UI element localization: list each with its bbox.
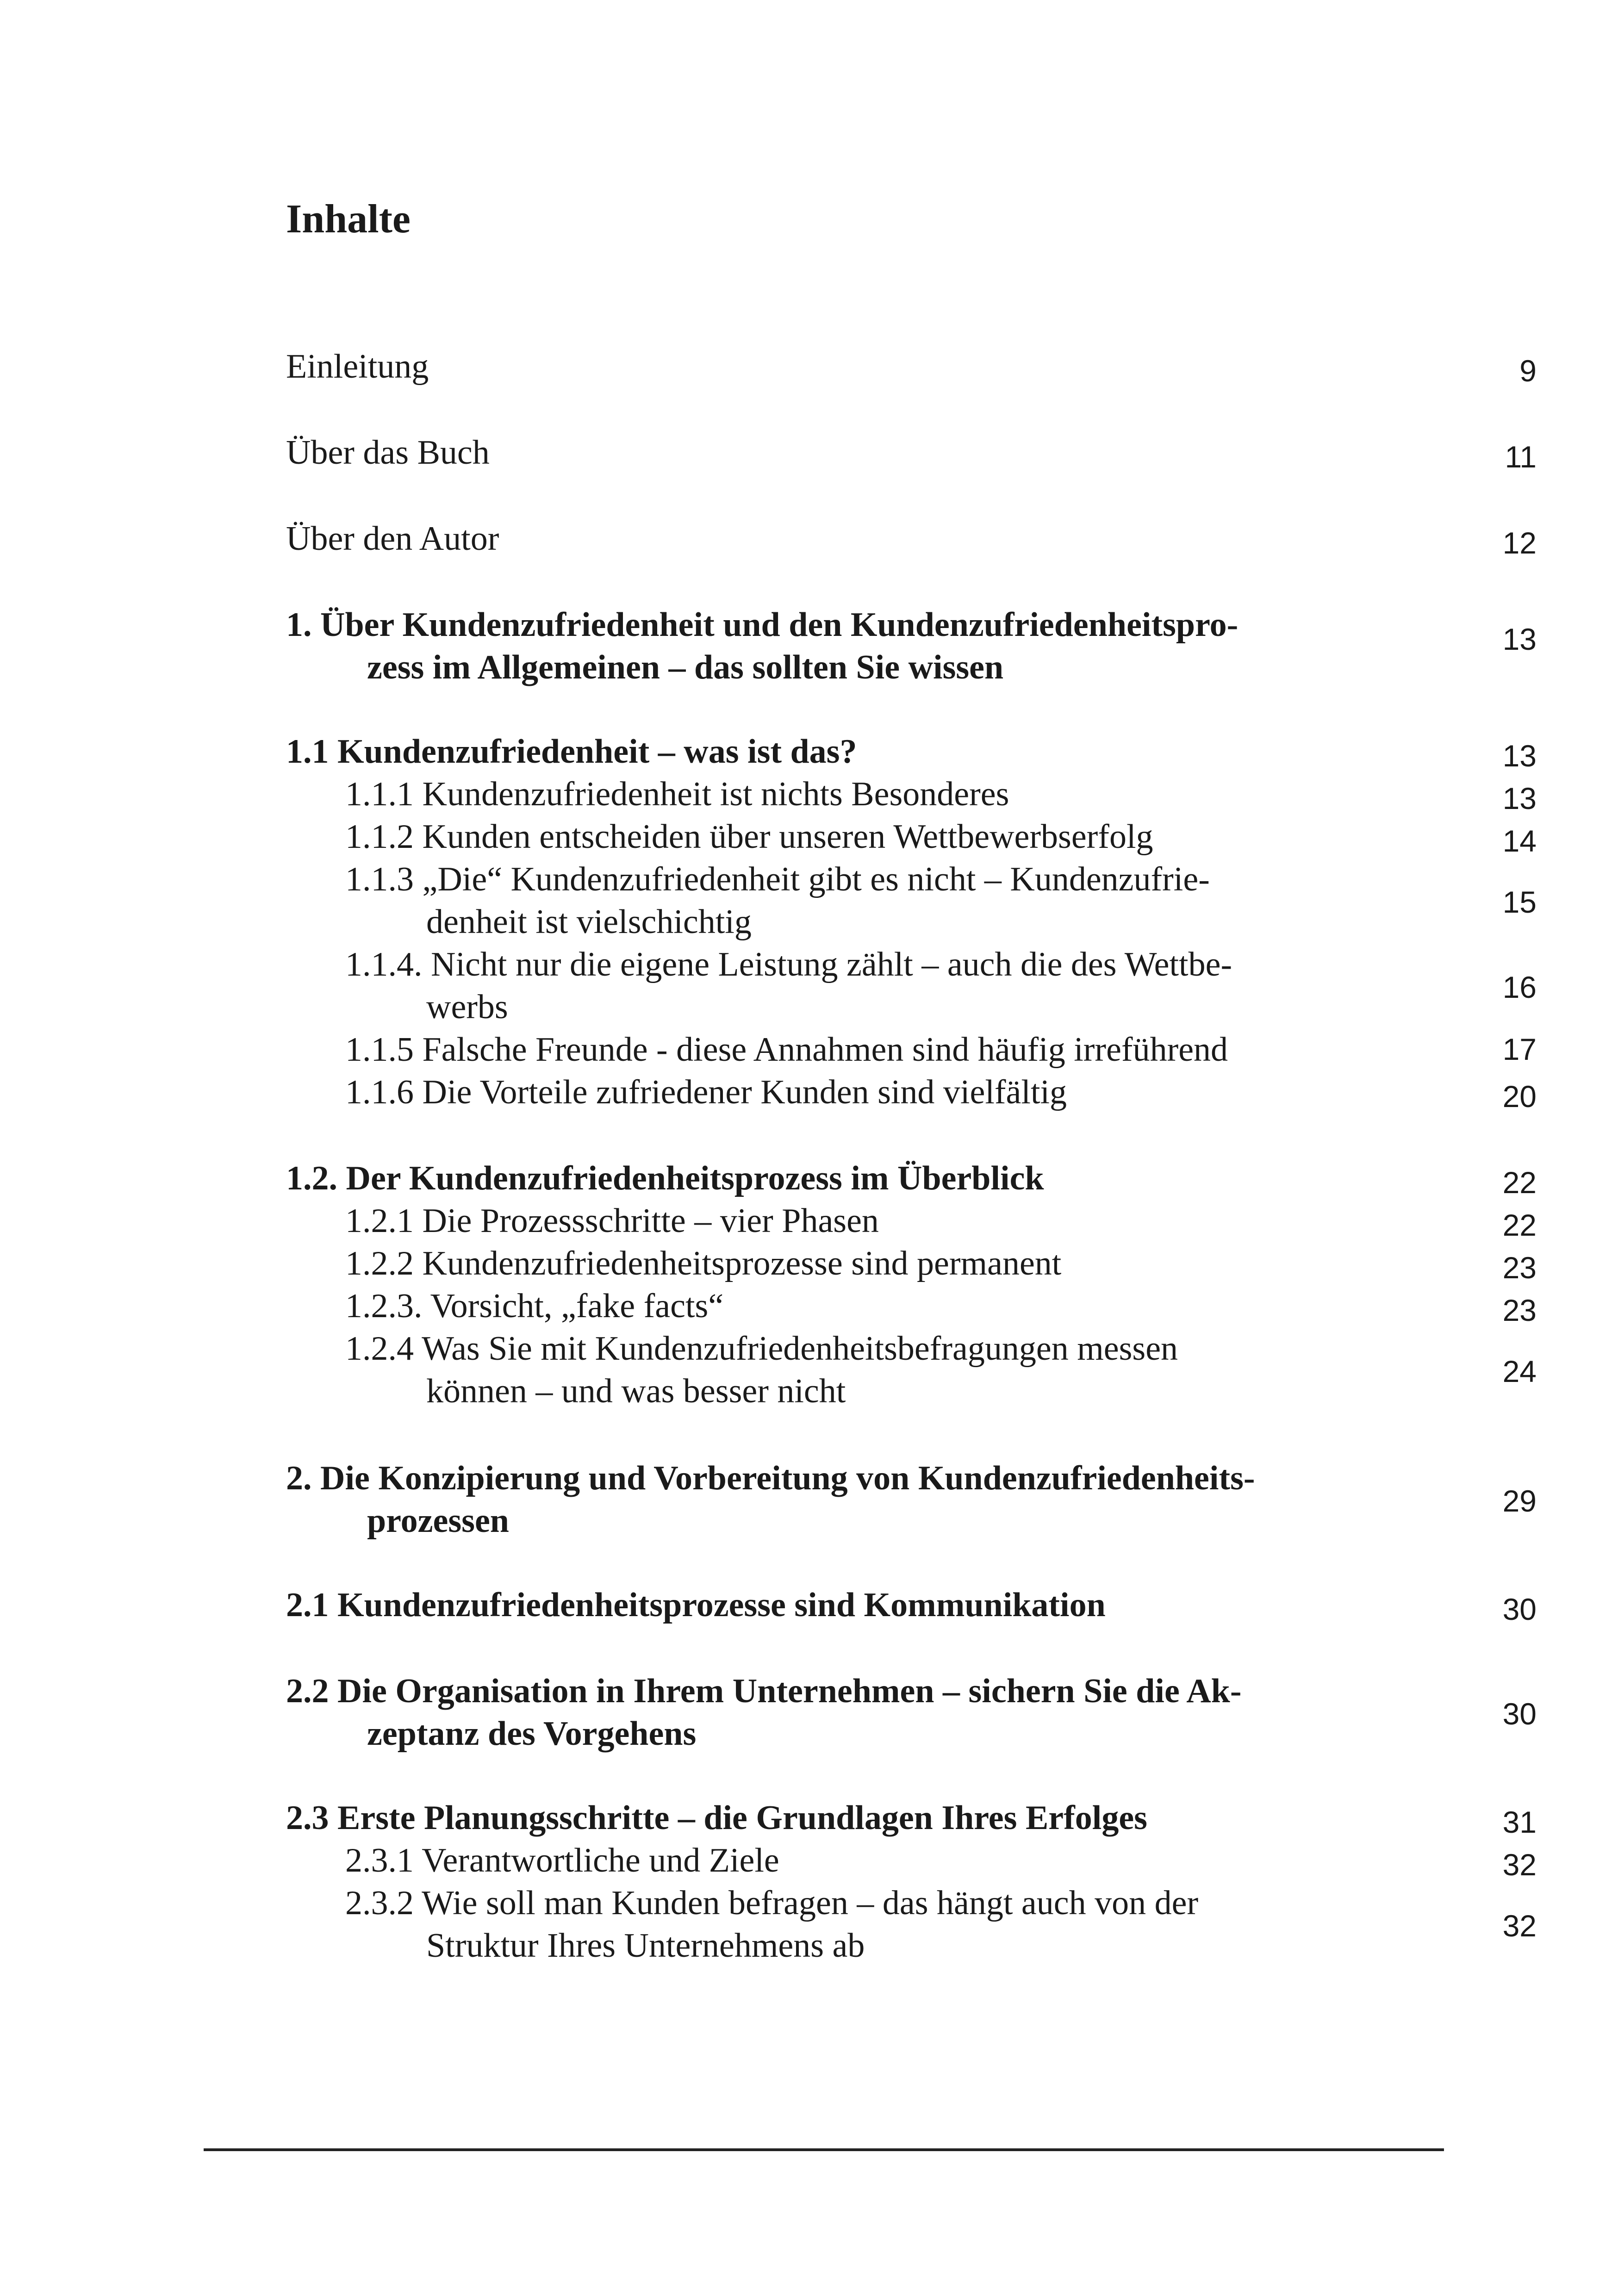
toc-entry-title-continuation: zeptanz des Vorgehens [367,1715,697,1753]
toc-entry-title-line: 1.2.3. Vorsicht, „fake facts“ [345,1287,724,1325]
toc-entry-title-line: 1.2. Der Kundenzufriedenheitsprozess im Überblick [286,1159,1044,1197]
toc-entry-title [345,815,1153,858]
toc-entry-title-continuation: denheit ist vielschichtig [426,903,752,941]
toc-entry-title-line: 2.2 Die Organisation in Ihrem Unternehmen – sichern Sie die Ak- [286,1672,1242,1710]
toc-entry-title-line: 1.2.1 Die Prozessschritte – vier Phasen [345,1202,879,1240]
toc-entry-title-line: Über den Autor [286,520,499,558]
toc-entry-title-continuation: Struktur Ihres Unternehmens ab [426,1927,865,1965]
toc-entry-page-number: 16 [1502,970,1537,1004]
toc-entry-title-continuation: können – und was besser nicht [426,1372,846,1410]
toc-entry-title [345,1839,779,1882]
toc-entry-title-line: 1.1.4. Nicht nur die eigene Leistung zählt – auch die des Wettbe- [345,946,1232,983]
toc-entry-page-number: 13 [1502,781,1537,815]
toc-entry-title [345,773,1009,815]
toc-entry-title-line: 1.1.2 Kunden entscheiden über unseren Wettbewerbserfolg [345,818,1153,856]
toc-entry-title-line: Einleitung [286,348,429,386]
toc-entry-title [286,431,490,474]
toc-entry-title-line: 2.3.2 Wie soll man Kunden befragen – das hängt auch von der [345,1884,1199,1922]
toc-entry-title [345,1200,879,1242]
toc-entry-title-continuation: prozessen [367,1502,509,1540]
toc-entry-title-line: 2. Die Konzipierung und Vorbereitung von Kundenzufriedenheits- [286,1459,1255,1497]
toc-entry-title [286,1670,1241,1755]
toc-entry-title [345,858,1210,943]
toc-entry-page-number: 15 [1502,885,1537,919]
toc-entry-title [286,517,499,560]
toc-entry-title [286,604,1238,689]
toc-entry-page-number: 32 [1502,1848,1537,1882]
toc-entry-page-number: 31 [1502,1805,1537,1839]
toc-entry-page-number: 24 [1502,1354,1537,1388]
toc-entry-page-number: 13 [1502,622,1537,656]
toc-entry-title-line: 1.1.6 Die Vorteile zufriedener Kunden sind vielfältig [345,1073,1067,1111]
toc-entry-page-number: 20 [1502,1079,1537,1114]
page-title: Inhalte [286,197,411,242]
toc-entry-page-number: 22 [1502,1165,1537,1200]
toc-entry-title [286,345,429,388]
toc-entry-title [286,1157,1044,1200]
toc-entry-title [345,1285,723,1327]
toc-entry-page-number: 22 [1502,1208,1537,1242]
toc-entry-title-line: 2.3.1 Verantwortliche und Ziele [345,1842,779,1879]
toc-entry-title [286,1457,1255,1542]
toc-entry-page-number: 17 [1502,1032,1537,1066]
toc-entry-title-line: Über das Buch [286,434,490,472]
toc-entry-title-continuation: werbs [426,988,508,1026]
toc-entry-page-number: 30 [1502,1592,1537,1626]
toc-entry-title [286,1797,1147,1839]
toc-entry-page-number: 23 [1502,1251,1537,1285]
toc-entry-title-line: 1.2.2 Kundenzufriedenheitsprozesse sind permanent [345,1244,1062,1282]
toc-entry-page-number: 13 [1502,739,1537,773]
toc-entry-page-number: 32 [1502,1909,1537,1943]
toc-entry-page-number: 30 [1502,1697,1537,1731]
toc-entry-page-number: 14 [1502,824,1537,858]
toc-entry-page-number: 29 [1502,1484,1537,1518]
toc-entry-title-line: 1.2.4 Was Sie mit Kundenzufriedenheitsbefragungen messen [345,1330,1178,1368]
toc-entry-title [345,1882,1198,1967]
toc-entry-title-line: 2.1 Kundenzufriedenheitsprozesse sind Kommunikation [286,1586,1106,1624]
toc-entry-title [345,1071,1067,1114]
toc-entry-title [345,1327,1178,1412]
footer-rule [204,2148,1444,2151]
toc-entry-title-line: 1.1.5 Falsche Freunde - diese Annahmen sind häufig irreführend [345,1031,1228,1069]
toc-entry-title-line: 2.3 Erste Planungsschritte – die Grundlagen Ihres Erfolges [286,1799,1147,1837]
toc-entry-page-number: 9 [1519,354,1537,388]
toc-entry-title-continuation: zess im Allgemeinen – das sollten Sie wissen [367,648,1004,686]
toc-entry-title [345,943,1232,1028]
toc-entry-title [345,1242,1061,1285]
toc-entry-title [345,1028,1228,1071]
toc-entry-title [286,1584,1106,1626]
toc-entry-title-line: 1. Über Kundenzufriedenheit und den Kundenzufriedenheitspro- [286,606,1238,644]
toc-entry-page-number: 12 [1502,526,1537,560]
toc-entry-title-line: 1.1.1 Kundenzufriedenheit ist nichts Besonderes [345,775,1009,813]
toc-entry-page-number: 11 [1505,440,1537,474]
toc-entry-title-line: 1.1 Kundenzufriedenheit – was ist das? [286,733,857,771]
toc-entry-title-line: 1.1.3 „Die“ Kundenzufriedenheit gibt es nicht – Kundenzufrie- [345,860,1210,898]
toc-entry-page-number: 23 [1502,1293,1537,1327]
toc-entry-title [286,730,857,773]
